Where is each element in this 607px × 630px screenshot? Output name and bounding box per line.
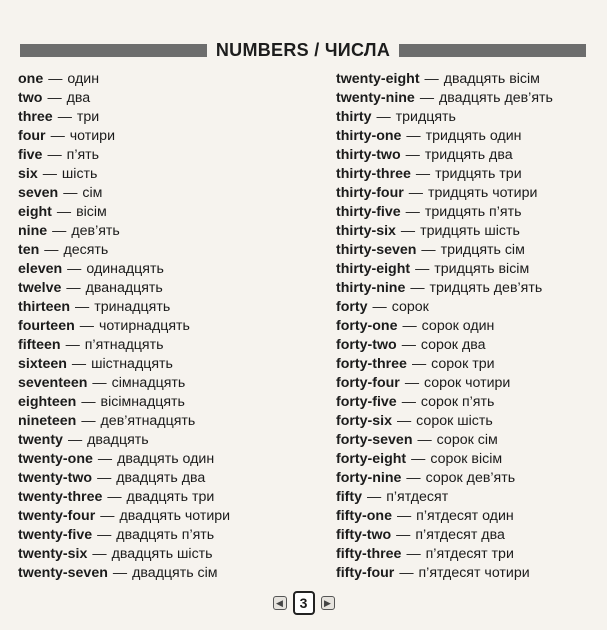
ukrainian-word: сорок дев’ять [425,470,516,486]
ukrainian-word: п’ятнадцять [84,337,164,353]
dash-separator: — [400,223,416,239]
vocab-row [336,127,596,146]
dash-separator: — [112,565,128,581]
vocab-row [336,374,596,393]
ukrainian-word: сім [82,185,103,201]
english-word: fifty [336,489,363,505]
english-word: thirty-four [336,185,404,201]
vocab-row [336,146,596,165]
vocab-row [336,393,596,412]
vocab-row [18,526,318,545]
vocab-row [18,393,318,412]
vocab-row [336,526,596,545]
vocab-row [336,412,596,431]
english-word: thirty-one [336,128,402,144]
ukrainian-word: сорок шість [416,413,493,429]
dash-separator: — [81,413,96,429]
ukrainian-word: п’ятдесят два [415,527,505,543]
ukrainian-word: дев’ятнадцять [100,413,196,429]
vocab-row [336,108,596,127]
dash-separator: — [376,109,391,125]
english-word: forty-eight [336,451,407,467]
ukrainian-word: дванадцять [85,280,163,296]
ukrainian-word: сорок два [420,337,486,353]
dash-separator: — [410,280,425,296]
english-word: twenty-three [18,489,103,505]
vocab-row [18,108,318,127]
vocab-row [18,260,318,279]
dash-separator: — [97,527,112,543]
ukrainian-word: три [76,109,100,125]
dash-separator: — [408,185,423,201]
english-word: forty-seven [336,432,413,448]
ukrainian-word: два [66,90,91,106]
vocab-row [18,89,318,108]
dash-separator: — [75,299,90,315]
ukrainian-word: чотири [69,128,115,144]
ukrainian-word: вісім [76,204,107,220]
ukrainian-word: тридцять три [435,166,522,182]
ukrainian-word: п’ятдесят [386,489,449,505]
english-word: fifty-two [336,527,392,543]
vocab-row [18,203,318,222]
vocab-row [18,450,318,469]
dash-separator: — [396,508,412,524]
vocab-row [336,70,596,89]
english-word: thirty-five [336,204,401,220]
ukrainian-word: двадцять дев’ять [439,90,553,106]
vocab-row [336,260,596,279]
vocab-row [18,374,318,393]
dash-separator: — [47,147,62,163]
ukrainian-word: шістнадцять [91,356,173,372]
ukrainian-word: тридцять сім [440,242,525,258]
english-word: thirty-two [336,147,401,163]
ukrainian-word: двадцять сім [132,565,218,581]
vocab-row [336,165,596,184]
english-word: forty [336,299,368,315]
header-bar-left [20,44,207,57]
vocab-row [336,279,596,298]
english-word: fifty-three [336,546,402,562]
dash-separator: — [406,128,421,144]
english-word: six [18,166,38,182]
english-word: thirteen [18,299,71,315]
dash-separator: — [67,432,83,448]
dash-separator: — [79,318,94,334]
english-word: thirty [336,109,372,125]
left-column [18,70,318,583]
ukrainian-word: одинадцять [86,261,164,277]
dash-separator: — [48,71,63,87]
ukrainian-word: вісімнадцять [100,394,185,410]
ukrainian-word: п’ятдесят три [425,546,514,562]
dash-separator: — [405,147,420,163]
dash-separator: — [44,242,59,258]
dash-separator: — [417,432,432,448]
dash-separator: — [415,261,430,277]
english-word: fourteen [18,318,75,334]
ukrainian-word: двадцять чотири [119,508,231,524]
english-word: one [18,71,44,87]
ukrainian-word: тридцять чотири [427,185,538,201]
english-word: forty-one [336,318,398,334]
english-word: twelve [18,280,62,296]
dash-separator: — [65,337,80,353]
vocab-row [336,317,596,336]
ukrainian-word: тридцять один [425,128,522,144]
ukrainian-word: двадцять [87,432,149,448]
ukrainian-word: двадцять три [126,489,215,505]
english-word: three [18,109,53,125]
ukrainian-word: сорок п’ять [420,394,495,410]
page-footer [0,592,607,614]
vocab-row [336,203,596,222]
english-word: four [18,128,46,144]
english-word: twenty-five [18,527,93,543]
ukrainian-word: тринадцять [94,299,171,315]
english-word: thirty-three [336,166,411,182]
right-column [336,70,596,583]
vocab-row [336,564,596,583]
dash-separator: — [419,90,435,106]
english-word: forty-two [336,337,397,353]
arrow-left-icon[interactable]: ◀ [273,596,287,610]
vocab-row [18,70,318,89]
ukrainian-word: тридцять шість [420,223,520,239]
english-word: seventeen [18,375,88,391]
vocab-row [18,222,318,241]
dash-separator: — [92,546,107,562]
english-word: thirty-eight [336,261,411,277]
ukrainian-word: тридцять два [424,147,513,163]
english-word: fifty-four [336,565,395,581]
vocab-row [18,279,318,298]
vocab-row [336,298,596,317]
dash-separator: — [50,128,65,144]
vocab-row [18,146,318,165]
vocab-row [18,298,318,317]
english-word: five [18,147,43,163]
section-header [20,36,586,64]
ukrainian-word: чотирнадцять [98,318,190,334]
ukrainian-word: п’ятдесят чотири [418,565,530,581]
dash-separator: — [405,204,420,220]
vocab-row [18,184,318,203]
ukrainian-word: сімнадцять [111,375,186,391]
vocab-row [18,165,318,184]
vocab-row [18,241,318,260]
ukrainian-word: сорок [391,299,429,315]
english-word: fifteen [18,337,61,353]
dash-separator: — [67,261,82,277]
vocab-row [336,545,596,564]
english-word: twenty-one [18,451,93,467]
vocab-row [336,89,596,108]
dash-separator: — [401,337,416,353]
vocab-row [18,431,318,450]
dash-separator: — [42,166,57,182]
ukrainian-word: двадцять шість [111,546,213,562]
dash-separator: — [97,470,112,486]
dash-separator: — [396,413,412,429]
page-number: 3 [293,591,315,615]
english-word: eighteen [18,394,77,410]
english-word: nineteen [18,413,77,429]
vocab-row [336,241,596,260]
ukrainian-word: один [67,71,100,87]
vocab-row [18,488,318,507]
dash-separator: — [66,280,81,296]
vocab-row [18,336,318,355]
dash-separator: — [81,394,96,410]
dash-separator: — [47,90,62,106]
dash-separator: — [404,375,420,391]
ukrainian-word: сорок один [421,318,495,334]
ukrainian-word: двадцять два [116,470,206,486]
dash-separator: — [107,489,122,505]
ukrainian-word: сорок три [431,356,495,372]
ukrainian-word: тридцять п’ять [424,204,522,220]
vocab-row [18,564,318,583]
ukrainian-word: сорок чотири [424,375,511,391]
dash-separator: — [396,527,411,543]
english-word: thirty-seven [336,242,417,258]
dash-separator: — [100,508,115,524]
ukrainian-word: тридцять вісім [434,261,530,277]
dash-separator: — [57,109,72,125]
english-word: twenty-seven [18,565,108,581]
dash-separator: — [97,451,113,467]
vocab-row [336,355,596,374]
english-word: eleven [18,261,63,277]
vocab-row [18,545,318,564]
dash-separator: — [401,394,416,410]
english-word: nine [18,223,48,239]
english-word: twenty-two [18,470,93,486]
english-word: sixteen [18,356,67,372]
english-word: twenty-four [18,508,96,524]
dash-separator: — [52,223,67,239]
vocab-row [336,431,596,450]
english-word: twenty-nine [336,90,415,106]
dash-separator: — [402,318,417,334]
vocab-row [18,127,318,146]
vocab-row [336,222,596,241]
english-word: seven [18,185,59,201]
ukrainian-word: десять [63,242,109,258]
dash-separator: — [92,375,107,391]
ukrainian-word: сорок сім [436,432,498,448]
english-word: thirty-six [336,223,396,239]
vocab-row [336,336,596,355]
ukrainian-word: тридцять [395,109,456,125]
vocab-row [18,317,318,336]
dash-separator: — [415,166,431,182]
english-word: forty-five [336,394,397,410]
english-word: twenty-eight [336,71,420,87]
dash-separator: — [56,204,72,220]
dash-separator: — [424,71,439,87]
english-word: two [18,90,43,106]
dash-separator: — [406,546,421,562]
english-word: forty-three [336,356,407,372]
dash-separator: — [406,470,421,486]
ukrainian-word: п’ять [66,147,100,163]
english-word: thirty-nine [336,280,406,296]
dash-separator: — [367,489,382,505]
vocab-row [336,488,596,507]
vocab-row [336,450,596,469]
english-word: eight [18,204,52,220]
ukrainian-word: двадцять вісім [443,71,540,87]
header-bar-right [399,44,586,57]
ukrainian-word: двадцять один [117,451,215,467]
dash-separator: — [411,356,427,372]
ukrainian-word: двадцять п’ять [116,527,215,543]
english-word: twenty-six [18,546,88,562]
dash-separator: — [411,451,426,467]
english-word: forty-six [336,413,392,429]
english-word: forty-nine [336,470,402,486]
vocab-row [336,184,596,203]
ukrainian-word: тридцять дев’ять [429,280,543,296]
dash-separator: — [372,299,387,315]
arrow-right-icon[interactable]: ▶ [321,596,335,610]
vocab-row [18,355,318,374]
english-word: twenty [18,432,63,448]
vocab-row [18,507,318,526]
english-word: fifty-one [336,508,392,524]
dash-separator: — [71,356,87,372]
english-word: forty-four [336,375,400,391]
english-word: ten [18,242,40,258]
ukrainian-word: дев’ять [71,223,120,239]
vocab-row [336,507,596,526]
vocab-row [336,469,596,488]
vocab-row [18,469,318,488]
ukrainian-word: шість [61,166,98,182]
ukrainian-word: сорок вісім [430,451,503,467]
section-title: NUMBERS / ЧИСЛА [215,39,391,60]
dash-separator: — [399,565,414,581]
vocab-row [18,412,318,431]
ukrainian-word: п’ятдесят один [416,508,514,524]
dash-separator: — [63,185,78,201]
dash-separator: — [421,242,436,258]
